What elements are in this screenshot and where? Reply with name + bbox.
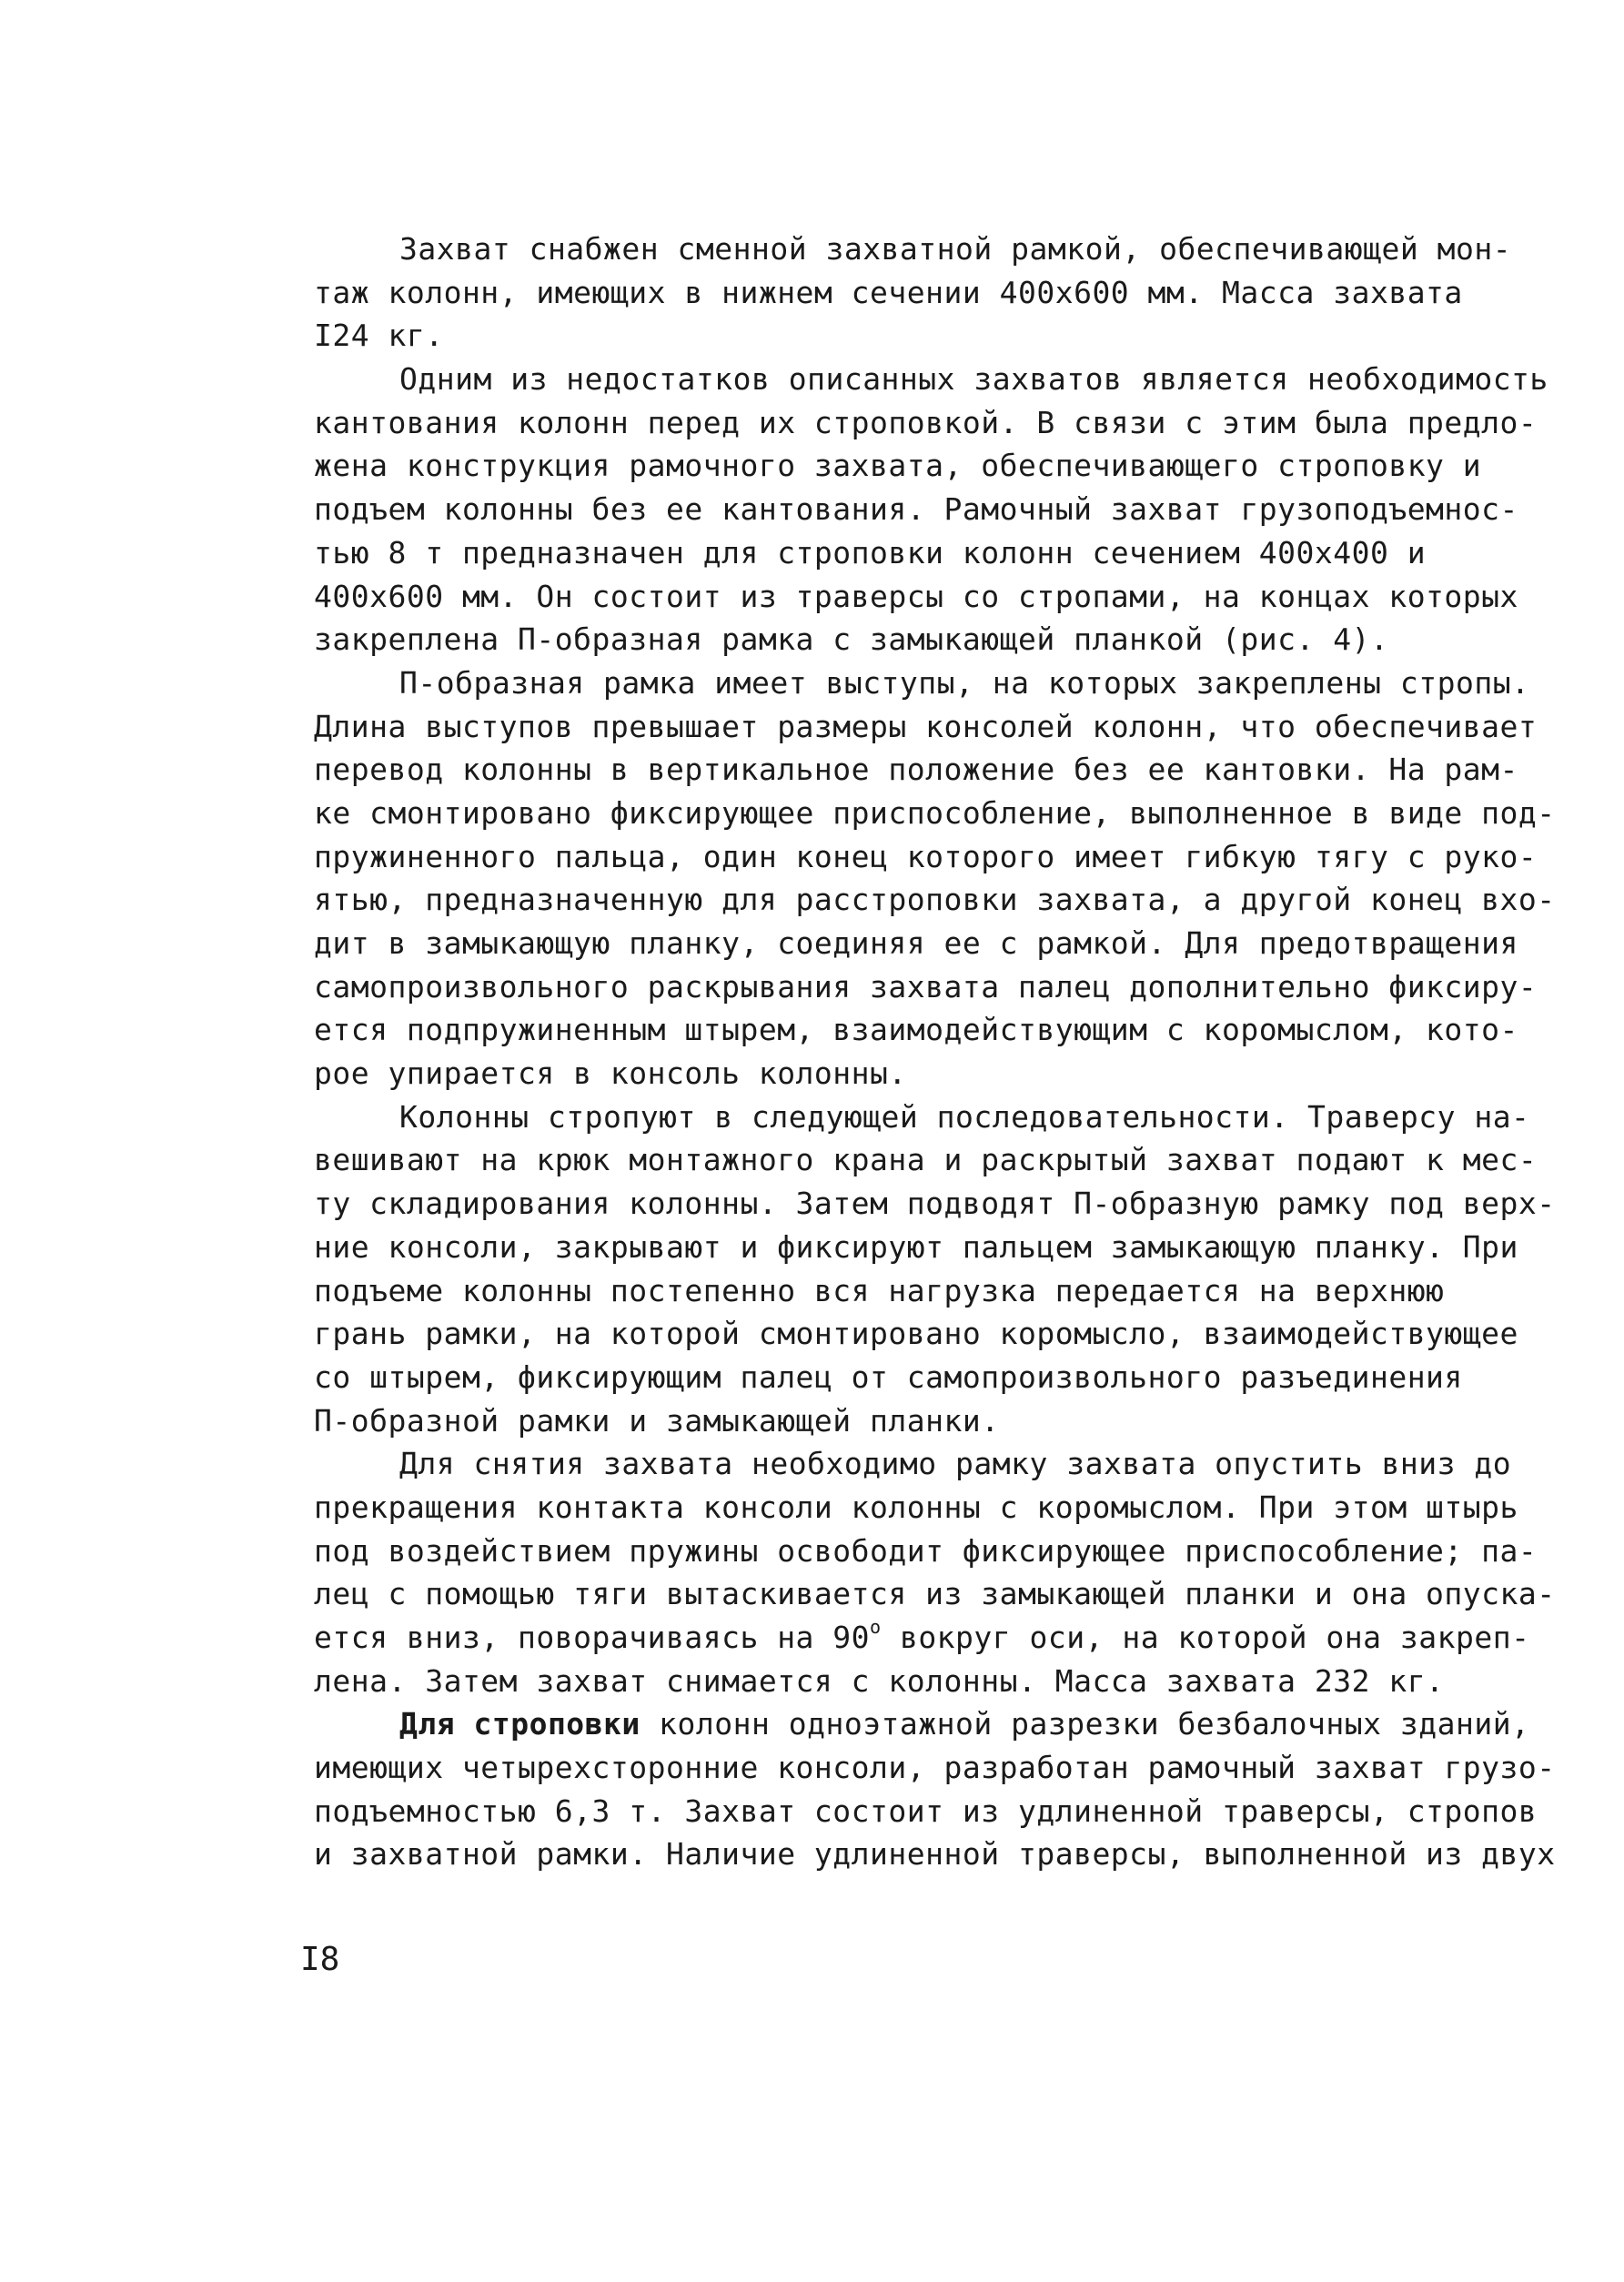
text-line: ятью, предназначенную для расстроповки захвата, а другой конец вхо- [314,882,1556,918]
text-line: лец с помощью тяги вытаскивается из замыкающей планки и она опуска- [314,1576,1556,1612]
text-line: подъеме колонны постепенно вся нагрузка передается на верхнюю [314,1272,1445,1308]
text-line: Колонны стропуют в следующей последовательности. Траверсу на- [399,1098,1530,1135]
text-line: дит в замыкающую планку, соединяя ее с рамкой. Для предотвращения [314,925,1518,961]
text-line: подъем колонны без ее кантования. Рамочный захват грузоподъемнос- [314,491,1518,528]
text-line: под воздействием пружины освободит фиксирующее приспособление; па- [314,1532,1538,1569]
text-line: подъемностью 6,3 т. Захват состоит из удлиненной траверсы, стропов [314,1792,1538,1829]
text-line: ется подпружиненным штырем, взаимодействующим с коромыслом, кото- [314,1012,1518,1048]
page-number: I8 [300,1941,340,1978]
text-line: пружиненного пальца, один конец которого имеет гибкую тягу с руко- [314,838,1538,874]
text-line: жена конструкция рамочного захвата, обеспечивающего строповку и [314,448,1482,484]
text-line: лена. Затем захват снимается с колонны. Масса захвата 232 кг. [314,1662,1445,1699]
text-line [314,1702,1530,1746]
text-line: I24 кг. [314,318,444,354]
text-line-part: ется вниз, поворачиваясь на 90 [314,1620,871,1655]
text-line: кантования колонн перед их строповкой. В связи с этим была предло- [314,404,1538,440]
text-line: таж колонн, имеющих в нижнем сечении 400х600 мм. Масса захвата [314,274,1463,310]
text-line: Захват снабжен сменной захватной рамкой, обеспечивающей мон- [399,231,1512,267]
text-line-part: вокруг оси, на которой она закреп- [881,1620,1530,1655]
text-line: самопроизвольного раскрывания захвата палец дополнительно фиксиру- [314,968,1538,1005]
text-line: тью 8 т предназначен для строповки колонн сечением 400х400 и [314,534,1427,570]
text-line: вешивают на крюк монтажного крана и раскрытый захват подают к мес- [314,1142,1538,1178]
text-line: ту складирования колонны. Затем подводят П-образную рамку под верх- [314,1186,1556,1222]
body-text [314,227,1556,1876]
text-line: имеющих четырехсторонние консоли, разработан рамочный захват грузо- [314,1750,1556,1786]
text-line: 400х600 мм. Он состоит из траверсы со стропами, на концах которых [314,578,1518,614]
bold-phrase: Для строповки [399,1706,641,1742]
text-line: и захватной рамки. Наличие удлиненной траверсы, выполненной из двух [314,1836,1556,1873]
text-line [314,1616,1530,1660]
text-line: Для снятия захвата необходимо рамку захвата опустить вниз до [399,1446,1512,1482]
degree-superscript: о [870,1616,882,1638]
text-line: ние консоли, закрывают и фиксируют пальцем замыкающую планку. При [314,1228,1518,1265]
text-line: ке смонтировано фиксирующее приспособление, выполненное в виде под- [314,794,1556,831]
text-line: прекращения контакта консоли колонны с коромыслом. При этом штырь [314,1489,1518,1525]
text-line: рое упирается в консоль колонны. [314,1055,907,1092]
text-line: Одним из недостатков описанных захватов является необходимость [399,361,1548,398]
text-line: закреплена П-образная рамка с замыкающей планкой (рис. 4). [314,621,1389,658]
text-line: П-образная рамка имеет выступы, на которых закреплены стропы. [399,664,1530,701]
text-line-part: колонн одноэтажной разрезки безбалочных зданий, [640,1706,1530,1742]
text-line: перевод колонны в вертикальное положение без ее кантовки. На рам- [314,752,1518,788]
text-line: со штырем, фиксирующим палец от самопроизвольного разъединения [314,1358,1463,1395]
text-line: П-образной рамки и замыкающей планки. [314,1402,1000,1439]
text-line: Длина выступов превышает размеры консолей колонн, что обеспечивает [314,708,1538,744]
text-line: грань рамки, на которой смонтировано коромысло, взаимодействующее [314,1316,1518,1352]
